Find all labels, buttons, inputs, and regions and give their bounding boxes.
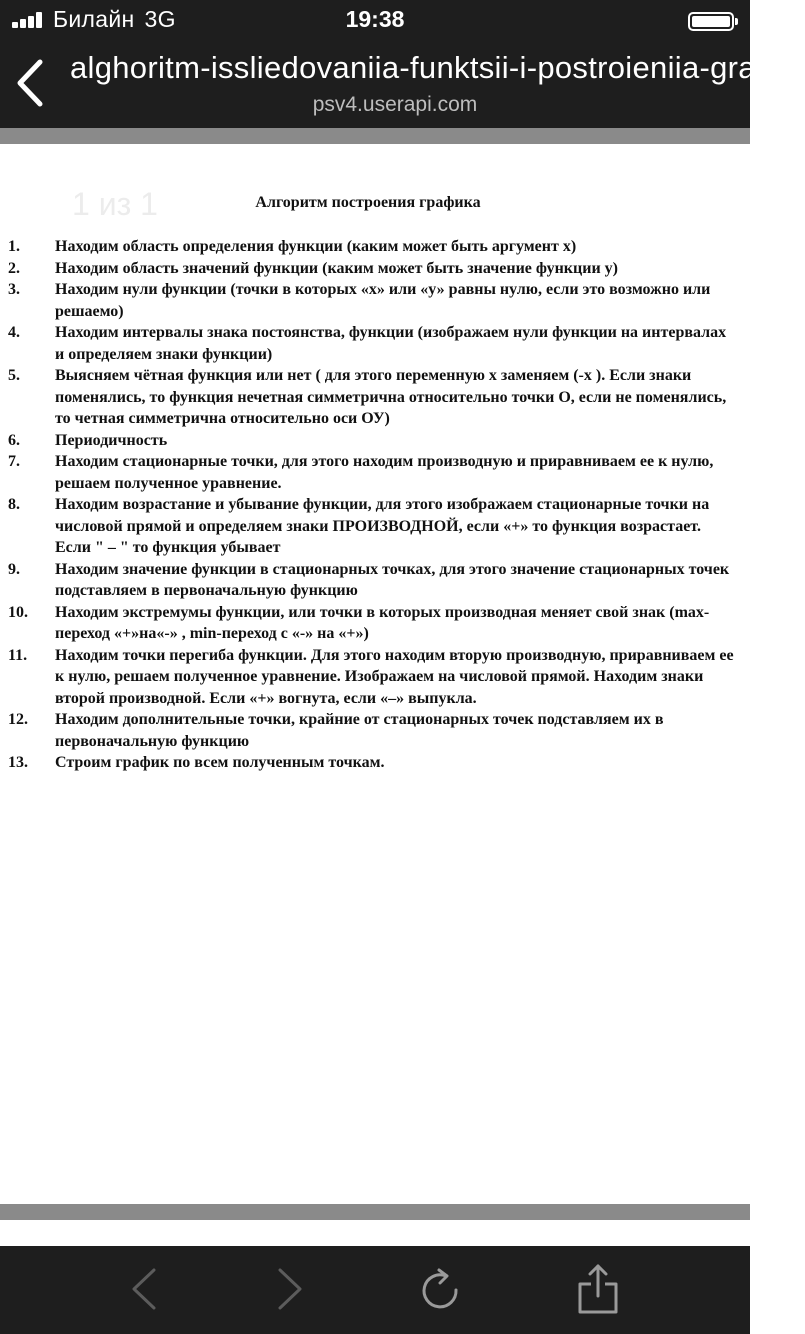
step-text: Находим точки перегиба функции. Для этого находим вторую производную, приравниваем ее к нулю, решаем полученное уравнение. Изображаем на числовой прямой. Находим знаки второй производной. Если «+» вогнута, если «–» выпукла.	[55, 646, 734, 707]
step-number: 11.	[8, 646, 28, 664]
status-bar	[0, 0, 750, 40]
reload-button[interactable]	[415, 1264, 465, 1314]
step-number: 10.	[8, 603, 28, 621]
list-item	[8, 365, 738, 430]
page-title: alghoritm-issliedovaniia-funktsii-i-postroieniia-grafika	[70, 50, 805, 85]
step-text: Находим экстремумы функции, или точки в которых производная меняет свой знак (max- переход «+»на«-» , min-переход с «-» на «+»)	[55, 603, 710, 642]
network-type: 3G	[144, 6, 176, 32]
list-item	[8, 559, 738, 602]
page-host: psv4.userapi.com	[312, 93, 478, 116]
bottom-toolbar	[0, 1246, 750, 1334]
title-block	[70, 50, 805, 117]
chevron-left-icon	[12, 58, 52, 108]
step-number: 6.	[8, 431, 20, 449]
step-number: 12.	[8, 711, 28, 728]
step-text: Находим стационарные точки, для этого находим производную и приравниваем ее к нулю, решаем полученное уравнение.	[55, 453, 714, 492]
share-button[interactable]	[573, 1264, 623, 1314]
step-number: 9.	[8, 560, 20, 578]
document-title: Алгоритм построения графика	[255, 194, 481, 211]
step-number: 8.	[8, 496, 20, 513]
step-number: 7.	[8, 453, 20, 470]
step-number: 1.	[8, 238, 20, 255]
reload-icon	[415, 1264, 465, 1314]
page-counter: 1 из 1	[72, 186, 158, 222]
step-number: 5.	[8, 367, 20, 384]
list-item	[8, 645, 738, 710]
carrier-name: Билайн	[53, 6, 135, 32]
share-icon	[573, 1264, 623, 1314]
list-item	[8, 602, 738, 645]
battery-icon	[688, 12, 734, 31]
chevron-right-icon	[264, 1264, 314, 1314]
step-text: Находим область определения функции (каким может быть аргумент х)	[55, 238, 577, 255]
step-text: Находим возрастание и убывание функции, для этого изображаем стационарные точки на числовой прямой и определяем знаки ПРОИЗВОДНОЙ, если «+» то функция возрастает. Если " – " то функция убывает	[55, 496, 710, 556]
toolbar-forward-button[interactable]	[264, 1264, 314, 1314]
list-item	[8, 494, 738, 559]
bottom-divider	[0, 1204, 750, 1220]
step-number: 3.	[8, 281, 20, 298]
chevron-left-icon	[120, 1264, 170, 1314]
toolbar-gap	[0, 1220, 750, 1246]
list-item	[8, 279, 738, 322]
list-item	[8, 451, 738, 494]
list-item	[8, 752, 738, 774]
toolbar-back-button[interactable]	[120, 1264, 170, 1314]
list-item	[8, 236, 738, 258]
step-text: Строим график по всем полученным точкам.	[55, 754, 385, 771]
list-item	[8, 258, 738, 280]
step-text: Выясняем чётная функция или нет ( для этого переменную х заменяем (-х ). Если знаки поменялись, то функция нечетная симметрична относительно точки О, если не поменялись, то четная симметрична относительно оси ОУ)	[55, 367, 727, 427]
step-text: Находим область значений функции (каким может быть значение функции у)	[55, 259, 618, 277]
step-text: Находим нули функции (точки в которых «х» или «у» равны нулю, если это возможно или решаемо)	[55, 281, 711, 320]
document-page[interactable]	[0, 144, 750, 1204]
clock: 19:38	[345, 6, 405, 32]
step-text: Находим интервалы знака постоянства, функции (изображаем нули функции на интервалах и определяем знаки функции)	[55, 324, 727, 363]
step-number: 4.	[8, 324, 20, 341]
step-text: Находим значение функции в стационарных точках, для этого значение стационарных точек подставляем в первоначальную функцию	[55, 560, 730, 599]
top-divider	[0, 128, 750, 144]
step-number: 13.	[8, 754, 28, 771]
steps-list	[8, 236, 738, 774]
step-text: Находим дополнительные точки, крайние от стационарных точек подставляем их в первоначальную функцию	[55, 711, 664, 750]
back-button[interactable]	[12, 58, 52, 108]
header	[0, 0, 805, 128]
step-text: Периодичность	[55, 431, 168, 449]
step-number: 2.	[8, 259, 20, 277]
list-item	[8, 322, 738, 365]
list-item	[8, 430, 738, 452]
list-item	[8, 709, 738, 752]
